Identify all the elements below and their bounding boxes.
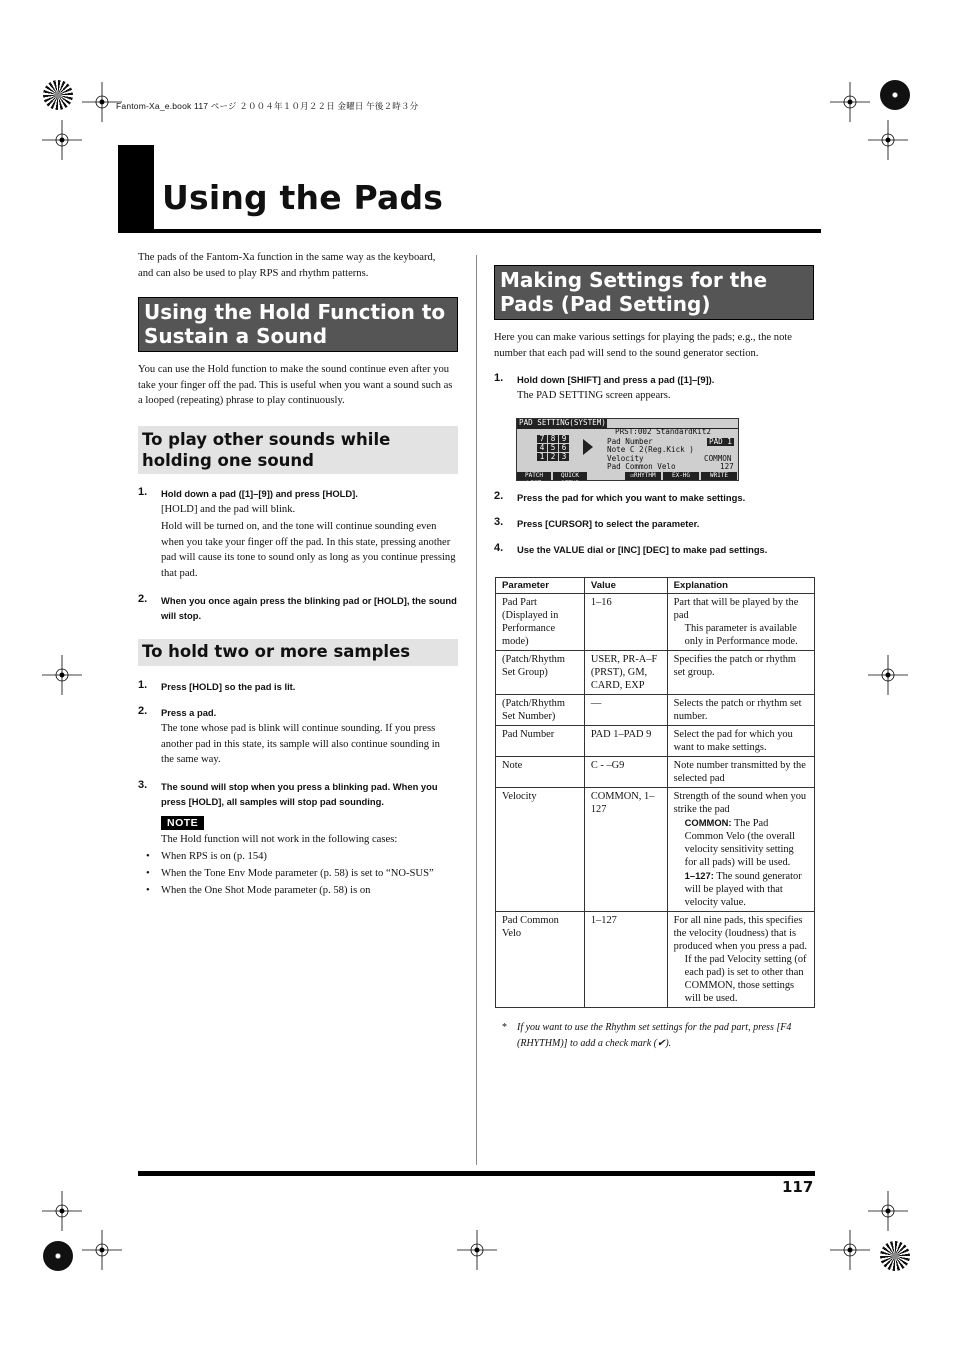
crop-mark-left-middle [42,655,82,695]
step-heading: Press [CURSOR] to select the parameter. [517,518,700,529]
lcd-pad-cell: 9 [559,435,569,443]
page-number: 117 [782,1178,814,1196]
explanation-cell: Select the pad for which you want to make settings. [667,726,814,757]
note-badge: NOTE [161,816,204,830]
explanation-text: For all nine pads, this specifies the velocity (loudness) that is produced when you press a pad. [673,915,807,952]
step-heading: Press a pad. [161,707,217,718]
lcd-softkey-write: WRITE [701,472,737,480]
section-heading-hold-function: Using the Hold Function to Sustain a Sound [138,297,458,352]
explanation-option [674,869,808,909]
note-bullet: When the One Shot Mode parameter (p. 58) is on [161,885,371,896]
lcd-softkey-row [517,472,738,487]
crop-mark-bottom-center [457,1230,497,1270]
table-row [496,726,815,757]
lcd-softkey-rhythm: ☑RHYTHM [625,472,661,480]
param-cell: Pad Common Velo [496,912,585,1008]
footnote-mark: * [502,1022,507,1033]
crop-mark-right-middle [868,655,908,695]
step-heading: Press [HOLD] so the pad is lit. [161,681,296,692]
lcd-softkey-ex-hg: EX-HG [663,472,699,480]
explanation-cell [667,594,814,651]
value-cell: COMMON, 1–127 [584,788,667,912]
note-bullet: When the Tone Env Mode parameter (p. 58) is set to “NO-SUS” [161,868,434,879]
pad-setting-description: Here you can make various settings for playing the pads; e.g., the note number that each pad will send to the sound generator section. [494,332,793,359]
lcd-softkey-patch-list: PATCH LIST [517,472,551,480]
step-heading: Hold down [SHIFT] and press a pad ([1]–[9]). [517,374,715,385]
option-text: The sound generator will be played with that velocity value. [684,871,802,908]
lcd-param: Pad Common Velo [607,462,676,471]
step-number: 4. [494,542,504,554]
lcd-pad-grid [537,435,572,461]
intro-paragraph: The pads of the Fantom-Xa function in the same way as the keyboard, and can also be used to play RPS and rhythm patterns. [138,252,436,279]
value-cell: 1–16 [584,594,667,651]
table-row [496,594,815,651]
option-key: 1–127: [684,870,714,881]
table-header-row [496,578,815,594]
note-bullet: When RPS is on (p. 154) [161,851,267,862]
explanation-text: Part that will be played by the pad [673,597,799,621]
step-number: 1. [138,679,148,691]
crop-mark-right-lower [868,1191,908,1231]
file-meta-header: Fantom-Xa_e.book 117 ページ ２００４年１０月２２日 金曜日 午後２時３分 [116,101,419,111]
explanation-cell: Specifies the patch or rhythm set group. [667,651,814,695]
subsection-heading-play-other-sounds: To play other sounds while holding one sound [138,426,458,474]
explanation-cell: Note number transmitted by the selected pad [667,757,814,788]
bullet-mark: • [146,868,150,879]
note-intro: The Hold function will not work in the following cases: [161,834,398,845]
lcd-value: 127 [720,462,734,471]
hold-function-description: You can use the Hold function to make the sound continue even after you take your finger off the pad. This is useful when you want a sound such as a looped (repeating) phrase to play continuously. [138,364,453,407]
step-body: [HOLD] and the pad will blink. [161,504,296,515]
explanation-extra: This parameter is available only in Performance mode. [684,623,798,647]
crop-mark-bottom-left [82,1230,122,1270]
option-text: The Pad Common Velo (the overall velocity sensitivity setting for all pads) will be used. [684,818,795,868]
step-heading: When you once again press the blinking pad or [HOLD], the sound will stop. [161,595,457,621]
value-cell: PAD 1–PAD 9 [584,726,667,757]
step-number: 2. [494,490,504,502]
param-cell: (Patch/Rhythm Set Number) [496,695,585,726]
page-title: Using the Pads [162,178,444,217]
registration-rosette-top-right [880,80,910,110]
table-row [496,788,815,912]
subsection-heading-hold-two-samples: To hold two or more samples [138,639,458,666]
explanation-extra: If the pad Velocity setting (of each pad) is set to other than COMMON, those settings will be used. [684,954,807,1004]
lcd-pad-cell: 2 [548,453,558,461]
lcd-param: Note C 2(Reg.Kick ) [607,445,694,454]
lcd-arrow-icon [583,439,593,455]
column-header: Value [584,578,667,594]
lcd-pad-cell: 1 [537,453,547,461]
table-row [496,912,815,1008]
step-body: The PAD SETTING screen appears. [517,390,671,401]
bullet-mark: • [146,885,150,896]
step-heading: The sound will stop when you press a blinking pad. When you press [HOLD], all samples will stop pad sounding. [161,781,438,807]
registration-rosette-bottom-right [880,1241,910,1271]
step-number: 3. [494,516,504,528]
step-number: 2. [138,705,148,717]
lcd-kit-name: PRST:002 StandardKit2 [615,427,712,436]
lcd-param: Pad Number [607,437,653,446]
step-body: Hold will be turned on, and the tone will continue sounding even when you take your finger off the pad. In this state, pressing another pad will cause its tone to sound only as long as you continue pressing that pad. [161,521,456,579]
step-heading: Press the pad for which you want to make settings. [517,492,746,503]
lcd-pad-cell: 4 [537,444,547,452]
lcd-pad-cell: 7 [537,435,547,443]
crop-mark-right-upper [868,120,908,160]
lcd-pad-cell: 5 [548,444,558,452]
explanation-text: Strength of the sound when you strike the pad [673,791,807,815]
table-row [496,695,815,726]
title-black-block [118,145,154,233]
explanation-cell [667,912,814,1008]
lcd-softkey-quick-setup: QUICK SETUP [553,472,587,480]
column-header: Explanation [667,578,814,594]
lcd-title: PAD SETTING(SYSTEM) [519,418,606,427]
param-cell: Pad Part (Displayed in Performance mode) [496,594,585,651]
lcd-value-selected: PAD 1 [709,437,732,446]
lcd-pad-cell: 6 [559,444,569,452]
explanation-option [674,816,808,869]
step-heading: Use the VALUE dial or [INC] [DEC] to make pad settings. [517,544,768,555]
option-key: COMMON: [684,817,732,828]
lcd-pad-cell: 3 [559,453,569,461]
step-number: 3. [138,779,148,791]
pad-setting-lcd-screen [516,418,739,487]
explanation-cell: Selects the patch or rhythm set number. [667,695,814,726]
step-body: The tone whose pad is blink will continue sounding. If you press another pad in this state, its sample will also continue sounding in the same way. [161,723,440,766]
table-row [496,757,815,788]
step-number: 1. [494,372,504,384]
step-number: 1. [138,486,148,498]
lcd-value: COMMON [704,454,732,463]
registration-rosette-bottom-left [43,1241,73,1271]
param-cell: Pad Number [496,726,585,757]
crop-mark-left-upper [42,120,82,160]
param-cell: Note [496,757,585,788]
step-heading: Hold down a pad ([1]–[9]) and press [HOLD]. [161,488,358,499]
value-cell: — [584,695,667,726]
footnote: If you want to use the Rhythm set settings for the pad part, press [F4 (RHYTHM)] to add a check mark (✔). [517,1022,792,1049]
column-header: Parameter [496,578,585,594]
crop-mark-bottom-right [830,1230,870,1270]
lcd-pad-cell: 8 [548,435,558,443]
crop-mark-top-right [830,82,870,122]
explanation-cell [667,788,814,912]
section-heading-pad-setting: Making Settings for the Pads (Pad Setting) [494,265,814,320]
crop-mark-left-lower [42,1191,82,1231]
step-number: 2. [138,593,148,605]
column-divider [476,255,477,1165]
bullet-mark: • [146,851,150,862]
param-cell: Velocity [496,788,585,912]
footer-rule [138,1171,815,1176]
param-cell: (Patch/Rhythm Set Group) [496,651,585,695]
title-rule [118,229,821,233]
lcd-softkey-blank [589,472,623,480]
lcd-param: Velocity [607,454,644,463]
pad-parameter-table [495,577,815,1008]
table-row [496,651,815,695]
value-cell: 1–127 [584,912,667,1008]
registration-rosette-top-left [43,80,73,110]
value-cell: C - –G9 [584,757,667,788]
value-cell: USER, PR-A–F (PRST), GM, CARD, EXP [584,651,667,695]
